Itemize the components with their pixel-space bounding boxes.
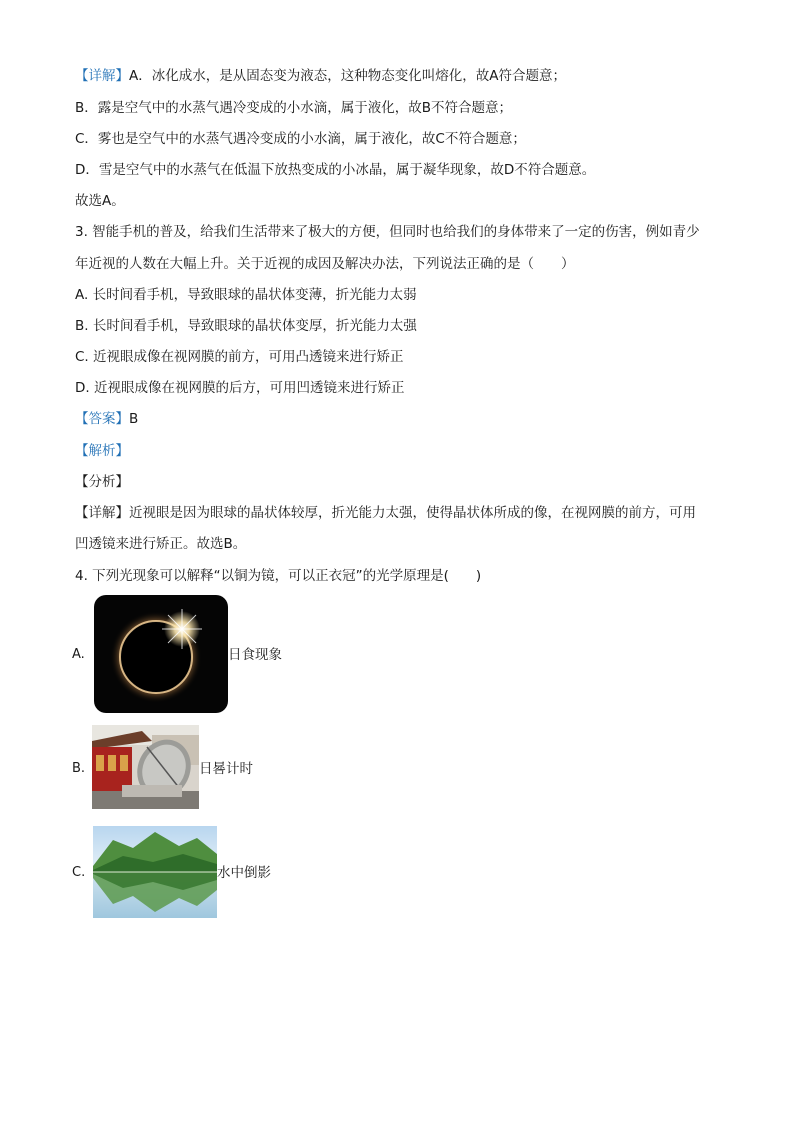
question-line (75, 222, 700, 242)
line-text: D. 近视眼成像在视网膜的后方，可用凹透镜来进行矫正 (75, 380, 405, 396)
option-c-caption: 水中倒影 (217, 865, 271, 881)
line-text: 凹透镜来进行矫正。故选B。 (75, 536, 247, 552)
text-line (75, 66, 566, 86)
analysis-line (75, 441, 129, 461)
text-line (75, 160, 595, 180)
sundial-image (92, 725, 199, 809)
option-a-letter: A. (72, 647, 85, 662)
line-text: B．露是空气中的水蒸气遇冷变成的小水滴，属于液化，故B不符合题意； (75, 100, 513, 116)
text-line (75, 191, 125, 211)
line-text: C．雾也是空气中的水蒸气遇冷变成的小水滴，属于液化，故C不符合题意； (75, 131, 526, 147)
question-line (75, 566, 481, 586)
option-b-letter: B. (72, 761, 86, 776)
line-text: 4. 下列光现象可以解释“以铜为镜，可以正衣冠”的光学原理是( ) (75, 568, 482, 584)
line-text: A．冰化成水，是从固态变为液态，这种物态变化叫熔化，故A符合题意； (129, 68, 566, 84)
option-a-caption: 日食现象 (228, 647, 282, 663)
line-text: B. 长时间看手机，导致眼球的晶状体变厚，折光能力太强 (75, 318, 417, 334)
solar-eclipse-image (94, 595, 228, 713)
line-text: C. 近视眼成像在视网膜的前方，可用凸透镜来进行矫正 (75, 349, 404, 365)
answer-line (75, 409, 138, 429)
line-text: 故选A。 (75, 193, 125, 209)
text-line (75, 98, 512, 118)
section-tag: 【答案】 (75, 411, 129, 427)
option-c-letter: C. (72, 865, 86, 880)
line-text: B (129, 411, 139, 427)
water-reflection-image (93, 826, 217, 918)
detail-line (75, 503, 696, 523)
option-b-caption: 日晷计时 (199, 761, 253, 777)
line-text: D．雪是空气中的水蒸气在低温下放热变成的小冰晶，属于凝华现象，故D不符合题意。 (75, 162, 596, 178)
analysis-line (75, 472, 129, 492)
question-line (75, 254, 575, 274)
line-text: 年近视的人数在大幅上升。关于近视的成因及解决办法，下列说法正确的是（ ） (75, 256, 575, 272)
option-line (75, 347, 404, 367)
line-text: A. 长时间看手机，导致眼球的晶状体变薄，折光能力太弱 (75, 287, 417, 303)
option-line (75, 316, 417, 336)
section-tag: 【分析】 (75, 474, 129, 490)
section-tag: 【详解】 (75, 68, 129, 84)
option-line (75, 285, 417, 305)
section-tag: 【详解】 (75, 505, 129, 521)
line-text: 3. 智能手机的普及，给我们生活带来了极大的方便，但同时也给我们的身体带来了一定的伤害，例如青少 (75, 224, 700, 240)
line-text: 近视眼是因为眼球的晶状体较厚，折光能力太强，使得晶状体所成的像，在视网膜的前方，可用 (129, 505, 696, 521)
option-line (75, 378, 404, 398)
section-tag: 【解析】 (75, 443, 129, 459)
text-line (75, 129, 526, 149)
detail-line (75, 534, 246, 554)
